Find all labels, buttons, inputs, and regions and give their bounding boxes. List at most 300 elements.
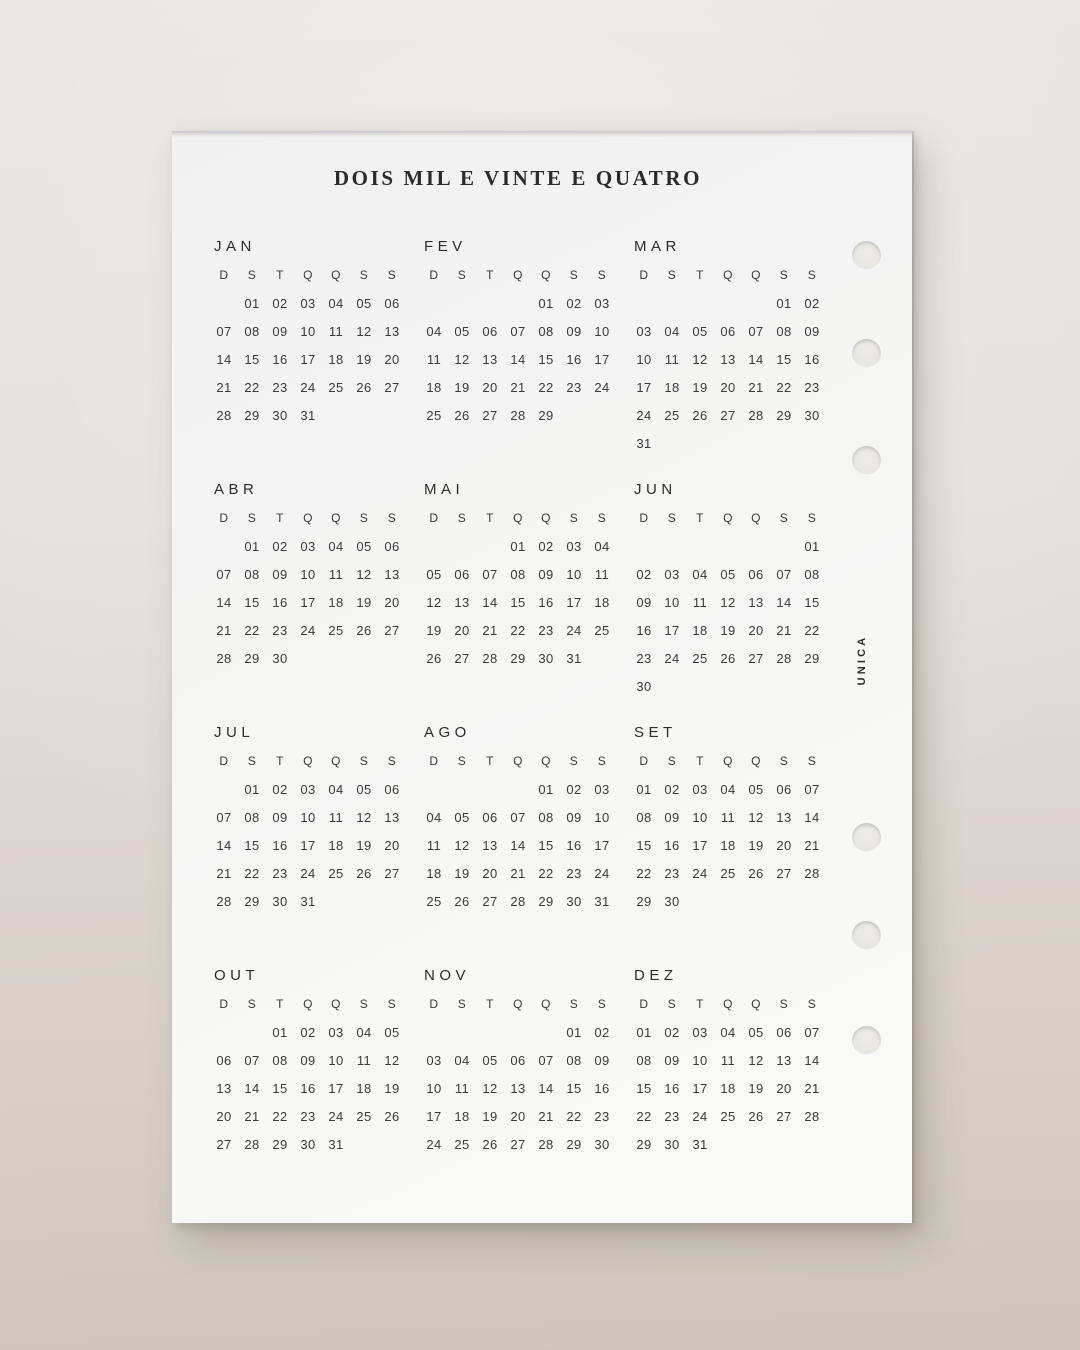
- day-cell: 11: [454, 1080, 470, 1096]
- day-cell: 21: [748, 379, 764, 395]
- day-cell: 18: [720, 1080, 736, 1096]
- day-cell: 10: [426, 1080, 442, 1096]
- day-cell: 22: [538, 379, 554, 395]
- day-cell: 12: [720, 594, 736, 610]
- weekday-label: S: [597, 754, 607, 768]
- day-cell: 24: [664, 650, 680, 666]
- day-cell: 01: [566, 1024, 582, 1040]
- week-row: [630, 859, 826, 887]
- day-cell: 19: [454, 865, 470, 881]
- weekday-label: T: [276, 268, 284, 282]
- day-cell: 14: [216, 594, 232, 610]
- weekday-row: [420, 261, 616, 289]
- day-cell: 28: [216, 893, 232, 909]
- day-cell: 09: [272, 809, 288, 825]
- day-cell: 16: [272, 594, 288, 610]
- day-cell: 27: [384, 379, 400, 395]
- weekday-label: Q: [331, 997, 341, 1011]
- week-row: [630, 672, 826, 700]
- day-cell: 16: [636, 622, 652, 638]
- week-row: [420, 345, 616, 373]
- day-cell: 07: [244, 1052, 260, 1068]
- day-cell: 05: [454, 323, 470, 339]
- week-row: [420, 373, 616, 401]
- day-cell: 30: [664, 1136, 680, 1152]
- day-cell: 04: [720, 1024, 736, 1040]
- day-cell: 26: [482, 1136, 498, 1152]
- day-cell: 29: [776, 407, 792, 423]
- day-cell: 31: [594, 893, 610, 909]
- day-cell: 23: [566, 865, 582, 881]
- day-cell: 31: [328, 1136, 344, 1152]
- week-row: [420, 803, 616, 831]
- day-cell: 07: [216, 566, 232, 582]
- weekday-label: Q: [541, 268, 551, 282]
- day-cell: 11: [720, 1052, 736, 1068]
- weekday-label: D: [639, 268, 649, 282]
- weekday-row: [420, 747, 616, 775]
- day-cell: 18: [454, 1108, 470, 1124]
- weekday-label: S: [247, 268, 257, 282]
- day-cell: 29: [272, 1136, 288, 1152]
- weekday-label: S: [387, 997, 397, 1011]
- day-cell: 20: [720, 379, 736, 395]
- day-cell: 22: [272, 1108, 288, 1124]
- day-cell: 13: [482, 351, 498, 367]
- day-cell: 03: [692, 1024, 708, 1040]
- weeks: [210, 1018, 406, 1158]
- day-cell: 15: [244, 351, 260, 367]
- day-cell: 06: [748, 566, 764, 582]
- day-cell: 31: [692, 1136, 708, 1152]
- day-cell: 04: [328, 781, 344, 797]
- day-cell: 30: [664, 893, 680, 909]
- week-row: [420, 1046, 616, 1074]
- day-cell: 07: [776, 566, 792, 582]
- day-cell: 01: [272, 1024, 288, 1040]
- day-cell: 14: [538, 1080, 554, 1096]
- day-cell: 19: [748, 837, 764, 853]
- month-name: JUN: [634, 481, 677, 498]
- day-cell: 01: [804, 538, 820, 554]
- weekday-label: D: [639, 997, 649, 1011]
- weekday-label: Q: [303, 754, 313, 768]
- day-cell: 28: [510, 407, 526, 423]
- day-cell: 29: [538, 893, 554, 909]
- month-name: NOV: [424, 967, 471, 984]
- day-cell: 21: [776, 622, 792, 638]
- month-block: [630, 719, 826, 962]
- week-row: [210, 616, 406, 644]
- day-cell: 04: [664, 323, 680, 339]
- day-cell: 20: [748, 622, 764, 638]
- day-cell: 23: [804, 379, 820, 395]
- day-cell: 20: [216, 1108, 232, 1124]
- day-cell: 14: [804, 809, 820, 825]
- binder-hole: [852, 339, 881, 368]
- weekday-label: Q: [513, 754, 523, 768]
- day-cell: 09: [566, 809, 582, 825]
- day-cell: 09: [636, 594, 652, 610]
- weeks: [210, 775, 406, 915]
- day-cell: 12: [454, 351, 470, 367]
- day-cell: 01: [636, 781, 652, 797]
- day-cell: 10: [594, 323, 610, 339]
- day-cell: 30: [272, 650, 288, 666]
- day-cell: 16: [804, 351, 820, 367]
- day-cell: 20: [384, 594, 400, 610]
- weekday-label: Q: [723, 511, 733, 525]
- day-cell: 30: [566, 893, 582, 909]
- day-cell: 07: [510, 323, 526, 339]
- day-cell: 04: [328, 538, 344, 554]
- weekday-label: S: [247, 754, 257, 768]
- weeks: [210, 532, 406, 672]
- day-cell: 18: [356, 1080, 372, 1096]
- day-cell: 20: [482, 865, 498, 881]
- day-cell: 16: [664, 837, 680, 853]
- weekday-row: [210, 747, 406, 775]
- day-cell: 13: [384, 323, 400, 339]
- day-cell: 29: [244, 407, 260, 423]
- week-row: [210, 560, 406, 588]
- day-cell: 22: [244, 622, 260, 638]
- day-cell: 04: [426, 809, 442, 825]
- weekday-label: S: [569, 268, 579, 282]
- weekday-label: Q: [751, 268, 761, 282]
- week-row: [630, 831, 826, 859]
- day-cell: 25: [328, 622, 344, 638]
- day-cell: 17: [566, 594, 582, 610]
- day-cell: 14: [510, 837, 526, 853]
- day-cell: 03: [566, 538, 582, 554]
- day-cell: 21: [510, 865, 526, 881]
- day-cell: 29: [804, 650, 820, 666]
- day-cell: 11: [328, 323, 344, 339]
- month-block: [210, 233, 406, 476]
- day-cell: 12: [356, 323, 372, 339]
- day-cell: 02: [566, 781, 582, 797]
- week-row: [420, 859, 616, 887]
- day-cell: 02: [538, 538, 554, 554]
- weekday-label: S: [779, 997, 789, 1011]
- month-name: MAR: [634, 238, 681, 255]
- day-cell: 22: [510, 622, 526, 638]
- day-cell: 11: [356, 1052, 372, 1068]
- weekday-label: S: [387, 511, 397, 525]
- day-cell: 19: [356, 351, 372, 367]
- week-row: [420, 588, 616, 616]
- day-cell: 21: [538, 1108, 554, 1124]
- day-cell: 05: [720, 566, 736, 582]
- weeks: [420, 289, 616, 429]
- week-row: [420, 401, 616, 429]
- weeks: [630, 1018, 826, 1158]
- day-cell: 21: [216, 622, 232, 638]
- day-cell: 28: [804, 1108, 820, 1124]
- month-block: [630, 476, 826, 719]
- day-cell: 13: [720, 351, 736, 367]
- day-cell: 13: [454, 594, 470, 610]
- weekday-label: Q: [751, 511, 761, 525]
- day-cell: 12: [384, 1052, 400, 1068]
- weekday-label: S: [359, 997, 369, 1011]
- weekday-label: S: [387, 268, 397, 282]
- day-cell: 05: [748, 781, 764, 797]
- weekday-label: S: [359, 511, 369, 525]
- weekday-label: Q: [723, 268, 733, 282]
- day-cell: 20: [454, 622, 470, 638]
- day-cell: 08: [510, 566, 526, 582]
- day-cell: 24: [300, 622, 316, 638]
- day-cell: 03: [426, 1052, 442, 1068]
- weekday-row: [210, 990, 406, 1018]
- day-cell: 24: [692, 865, 708, 881]
- day-cell: 18: [664, 379, 680, 395]
- day-cell: 12: [748, 809, 764, 825]
- weekday-label: S: [807, 268, 817, 282]
- weeks: [210, 289, 406, 429]
- day-cell: 14: [216, 351, 232, 367]
- day-cell: 23: [636, 650, 652, 666]
- week-row: [630, 560, 826, 588]
- day-cell: 30: [538, 650, 554, 666]
- day-cell: 19: [692, 379, 708, 395]
- week-row: [630, 775, 826, 803]
- week-row: [420, 289, 616, 317]
- day-cell: 30: [272, 407, 288, 423]
- day-cell: 07: [538, 1052, 554, 1068]
- day-cell: 28: [216, 650, 232, 666]
- week-row: [210, 831, 406, 859]
- week-row: [630, 1130, 826, 1158]
- weekday-label: T: [276, 511, 284, 525]
- day-cell: 16: [566, 351, 582, 367]
- day-cell: 20: [482, 379, 498, 395]
- day-cell: 11: [594, 566, 610, 582]
- day-cell: 26: [356, 622, 372, 638]
- day-cell: 06: [384, 781, 400, 797]
- day-cell: 15: [636, 837, 652, 853]
- day-cell: 11: [692, 594, 708, 610]
- day-cell: 12: [692, 351, 708, 367]
- page-title: DOIS MIL E VINTE E QUATRO: [333, 166, 703, 190]
- day-cell: 07: [804, 1024, 820, 1040]
- day-cell: 28: [482, 650, 498, 666]
- day-cell: 04: [594, 538, 610, 554]
- weekday-label: S: [569, 754, 579, 768]
- day-cell: 10: [300, 323, 316, 339]
- month-block: [420, 476, 616, 719]
- day-cell: 06: [510, 1052, 526, 1068]
- day-cell: 03: [636, 323, 652, 339]
- weekday-label: D: [429, 754, 439, 768]
- week-row: [420, 1102, 616, 1130]
- day-cell: 06: [776, 781, 792, 797]
- day-cell: 21: [244, 1108, 260, 1124]
- day-cell: 04: [692, 566, 708, 582]
- day-cell: 23: [566, 379, 582, 395]
- weekday-label: D: [219, 511, 229, 525]
- day-cell: 04: [454, 1052, 470, 1068]
- day-cell: 23: [664, 1108, 680, 1124]
- weekday-label: S: [457, 268, 467, 282]
- day-cell: 29: [636, 1136, 652, 1152]
- day-cell: 27: [384, 622, 400, 638]
- day-cell: 27: [482, 407, 498, 423]
- week-row: [630, 588, 826, 616]
- day-cell: 19: [356, 837, 372, 853]
- day-cell: 26: [384, 1108, 400, 1124]
- day-cell: 20: [776, 1080, 792, 1096]
- day-cell: 29: [538, 407, 554, 423]
- month-block: [210, 719, 406, 962]
- weekday-label: Q: [541, 511, 551, 525]
- day-cell: 15: [510, 594, 526, 610]
- day-cell: 19: [426, 622, 442, 638]
- day-cell: 07: [748, 323, 764, 339]
- day-cell: 09: [664, 1052, 680, 1068]
- day-cell: 18: [594, 594, 610, 610]
- day-cell: 15: [538, 351, 554, 367]
- day-cell: 01: [636, 1024, 652, 1040]
- weekday-label: Q: [303, 268, 313, 282]
- day-cell: 07: [482, 566, 498, 582]
- weekday-label: S: [597, 511, 607, 525]
- weekday-label: Q: [303, 997, 313, 1011]
- binder-hole: [852, 823, 881, 852]
- week-row: [210, 859, 406, 887]
- week-row: [210, 803, 406, 831]
- weekday-label: T: [486, 754, 494, 768]
- day-cell: 27: [776, 865, 792, 881]
- week-row: [420, 532, 616, 560]
- week-row: [210, 1018, 406, 1046]
- day-cell: 13: [510, 1080, 526, 1096]
- day-cell: 28: [216, 407, 232, 423]
- day-cell: 01: [776, 295, 792, 311]
- week-row: [210, 887, 406, 915]
- day-cell: 02: [300, 1024, 316, 1040]
- day-cell: 23: [594, 1108, 610, 1124]
- day-cell: 03: [328, 1024, 344, 1040]
- week-row: [630, 644, 826, 672]
- day-cell: 17: [664, 622, 680, 638]
- day-cell: 24: [566, 622, 582, 638]
- month-block: [630, 962, 826, 1205]
- day-cell: 10: [692, 809, 708, 825]
- day-cell: 11: [426, 351, 442, 367]
- day-cell: 11: [328, 566, 344, 582]
- weekday-row: [420, 504, 616, 532]
- day-cell: 29: [636, 893, 652, 909]
- binder-hole: [852, 241, 881, 270]
- week-row: [420, 560, 616, 588]
- weekday-label: D: [639, 754, 649, 768]
- day-cell: 20: [510, 1108, 526, 1124]
- day-cell: 09: [272, 566, 288, 582]
- day-cell: 07: [510, 809, 526, 825]
- day-cell: 13: [776, 1052, 792, 1068]
- weekday-label: S: [359, 754, 369, 768]
- day-cell: 19: [356, 594, 372, 610]
- day-cell: 16: [272, 837, 288, 853]
- day-cell: 02: [664, 1024, 680, 1040]
- day-cell: 14: [748, 351, 764, 367]
- day-cell: 30: [272, 893, 288, 909]
- day-cell: 04: [328, 295, 344, 311]
- day-cell: 25: [720, 1108, 736, 1124]
- day-cell: 17: [594, 837, 610, 853]
- day-cell: 04: [720, 781, 736, 797]
- day-cell: 27: [510, 1136, 526, 1152]
- day-cell: 23: [664, 865, 680, 881]
- day-cell: 17: [636, 379, 652, 395]
- weekday-label: Q: [303, 511, 313, 525]
- day-cell: 31: [566, 650, 582, 666]
- month-block: [210, 476, 406, 719]
- day-cell: 19: [720, 622, 736, 638]
- day-cell: 27: [216, 1136, 232, 1152]
- day-cell: 08: [244, 566, 260, 582]
- day-cell: 10: [328, 1052, 344, 1068]
- day-cell: 02: [272, 538, 288, 554]
- day-cell: 08: [804, 566, 820, 582]
- day-cell: 02: [272, 781, 288, 797]
- day-cell: 10: [300, 809, 316, 825]
- day-cell: 15: [636, 1080, 652, 1096]
- day-cell: 06: [384, 295, 400, 311]
- weekday-label: S: [597, 997, 607, 1011]
- day-cell: 24: [328, 1108, 344, 1124]
- weekday-label: D: [219, 997, 229, 1011]
- day-cell: 02: [272, 295, 288, 311]
- week-row: [630, 317, 826, 345]
- day-cell: 15: [776, 351, 792, 367]
- day-cell: 03: [692, 781, 708, 797]
- weekday-label: S: [457, 511, 467, 525]
- day-cell: 06: [216, 1052, 232, 1068]
- day-cell: 22: [636, 865, 652, 881]
- weekday-label: S: [247, 511, 257, 525]
- day-cell: 24: [692, 1108, 708, 1124]
- weekday-label: Q: [513, 268, 523, 282]
- week-row: [420, 831, 616, 859]
- weekday-label: D: [429, 511, 439, 525]
- month-block: [420, 719, 616, 962]
- day-cell: 01: [510, 538, 526, 554]
- day-cell: 08: [636, 809, 652, 825]
- day-cell: 21: [510, 379, 526, 395]
- day-cell: 25: [594, 622, 610, 638]
- day-cell: 23: [272, 865, 288, 881]
- weekday-label: T: [486, 511, 494, 525]
- weekday-label: S: [569, 511, 579, 525]
- day-cell: 30: [594, 1136, 610, 1152]
- day-cell: 26: [356, 379, 372, 395]
- day-cell: 10: [300, 566, 316, 582]
- day-cell: 08: [538, 323, 554, 339]
- week-row: [210, 401, 406, 429]
- day-cell: 21: [216, 865, 232, 881]
- day-cell: 10: [636, 351, 652, 367]
- day-cell: 19: [482, 1108, 498, 1124]
- day-cell: 27: [384, 865, 400, 881]
- day-cell: 30: [636, 678, 652, 694]
- day-cell: 25: [426, 893, 442, 909]
- weeks: [420, 532, 616, 672]
- weekday-label: D: [219, 754, 229, 768]
